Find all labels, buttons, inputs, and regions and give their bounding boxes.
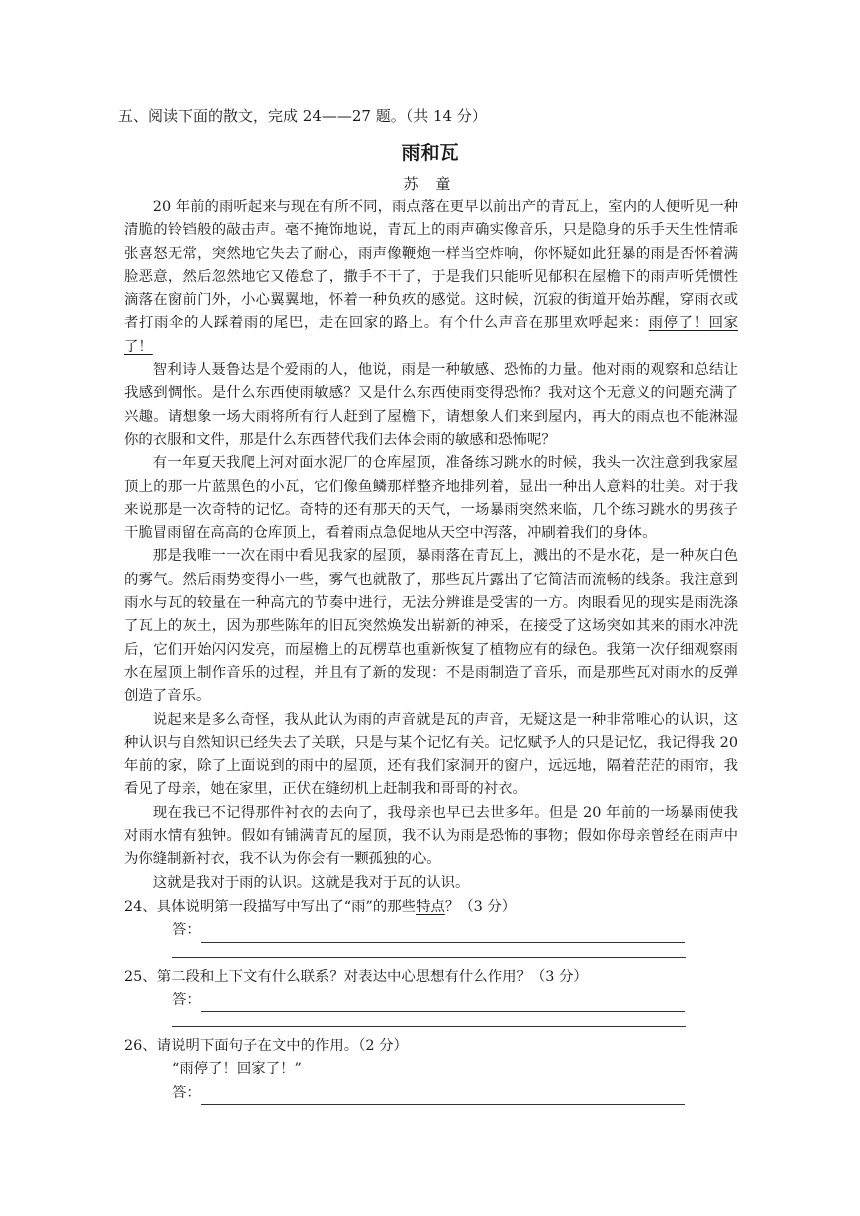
question-26 [124,1035,744,1058]
essay-author: 苏 童 [403,175,457,193]
essay-title: 雨和瓦 [401,142,459,164]
paragraph-1 [124,196,738,359]
paragraph-5: 说起来是多么奇怪，我从此认为雨的声音就是瓦的声音，无疑这是一种非常唯心的认识，这种认识与自然知识已经失去了关联，只是与某个记忆有关。记忆赋予人的只是记忆，我记得我 20 年前的家，除了上面说到的雨中的屋顶，还有我们家洞开的窗户，远远地，隔着茫茫的雨帘，我看见了母亲，她在家里，正伏在缝纫机上赶制我和哥哥的衬衣。 [124,711,738,798]
question-24-number: 24、 [124,899,157,915]
answer-26-line-1[interactable] [124,1082,744,1105]
question-25 [124,966,744,989]
section-header: 五、阅读下面的散文，完成 24——27 题。（共 14 分） [118,107,487,125]
answer-blank[interactable] [201,996,685,1012]
paragraph-6: 现在我已不记得那件衬衣的去向了，我母亲也早已去世多年。但是 20 年前的一场暴雨使我对雨水情有独钟。假如有铺满青瓦的屋顶，我不认为雨是恐怖的事物；假如你母亲曾经在雨声中为你缝制新衬衣，我不认为你会有一颗孤独的心。 [124,804,738,868]
question-26-quote: “雨停了！回家了！” [172,1061,302,1078]
question-25-text: 第二段和上下文有什么联系？对表达中心思想有什么作用？（3 分） [156,968,588,985]
paragraph-2: 智利诗人聂鲁达是个爱雨的人，他说，雨是一种敏感、恐怖的力量。他对雨的观察和总结让我感到惆怅。是什么东西使雨敏感？又是什么东西使雨变得恐怖？我对这个无意义的问题充满了兴趣。请想象一场大雨将所有行人赶到了屋檐下，请想象人们来到屋内，再大的雨点也不能淋湿你的衣服和文件，那是什么东西替代我们去体会雨的敏感和恐怖呢？ [124,362,738,448]
question-24-text: 具体说明第一段描写中写出了“雨”的那些 [156,899,417,915]
essay-body [124,196,738,895]
answer-label: 答： [172,1084,201,1101]
question-24-points: ？（3 分） [444,899,517,915]
paragraph-7: 这就是我对于雨的认识。这就是我对于瓦的认识。 [152,874,470,891]
answer-25-line-1[interactable] [124,989,744,1012]
question-24 [124,896,744,919]
answer-blank[interactable] [201,1089,685,1105]
question-26-number: 26、 [124,1038,157,1055]
answer-24-line-1[interactable] [124,919,744,942]
answer-label: 答： [172,922,201,939]
paragraph-4: 那是我唯一一次在雨中看见我家的屋顶，暴雨落在青瓦上，溅出的不是水花，是一种灰白色的雾气。然后雨势变得小一些，雾气也就散了，那些瓦片露出了它简洁而流畅的线条。我注意到雨水与瓦的较量在一种高亢的节奏中进行，无法分辨谁是受害的一方。肉眼看见的现实是雨洗涤了瓦上的灰土，因为那些陈年的旧瓦突然焕发出崭新的神采，在接受了这场突如其来的雨水冲洗后，它们开始闪闪发亮，而屋檐上的瓦楞草也重新恢复了植物应有的绿色。我第一次仔细观察雨水在屋顶上制作音乐的过程，并且有了新的发现：不是雨制造了音乐，而是那些瓦对雨水的反弹创造了音乐。 [124,548,738,705]
answer-24-line-2[interactable] [172,943,686,958]
question-26-text: 请说明下面句子在文中的作用。（2 分） [156,1038,408,1055]
question-24-keyword: 特点 [416,899,445,915]
paragraph-3: 有一年夏天我爬上河对面水泥厂的仓库屋顶，准备练习跳水的时候，我头一次注意到我家屋顶上的那一片蓝黑色的小瓦，它们像鱼鳞那样整齐地排列着，显出一种出人意料的壮美。对于我来说那是一次奇特的记忆。奇特的还有那天的天气，一场暴雨突然来临，几个练习跳水的男孩子干脆冒雨留在高高的仓库顶上，看着雨点急促地从天空中泻落，冲刷着我们的身体。 [124,455,738,542]
paragraph-1-text: 20 年前的雨听起来与现在有所不同，雨点落在更早以前出产的青瓦上，室内的人便听见一种清脆的铃铛般的敲击声。毫不掩饰地说，青瓦上的雨声确实像音乐，只是隐身的乐手天生性情乖张喜怒无常，突然地它失去了耐心，雨声像鞭炮一样当空炸响，你怀疑如此狂暴的雨是否怀着满脸恶意，然后忽然地它又倦怠了，撒手不干了，于是我们只能听见郁积在屋檐下的雨声听凭惯性滴落在窗前门外，小心翼翼地，怀着一种负疚的感觉。这时候，沉寂的街道开始苏醒，穿雨衣或者打雨伞的人踩着雨的尾巴，走在回家的路上。有个什么声音在那里欢呼起来： [124,199,738,332]
question-25-number: 25、 [124,968,157,985]
answer-label: 答： [172,991,201,1008]
underlined-quote: 雨停了！回家了！ [124,315,738,355]
answer-25-line-2[interactable] [172,1012,686,1027]
questions-section [124,896,744,1105]
answer-blank[interactable] [201,927,685,943]
